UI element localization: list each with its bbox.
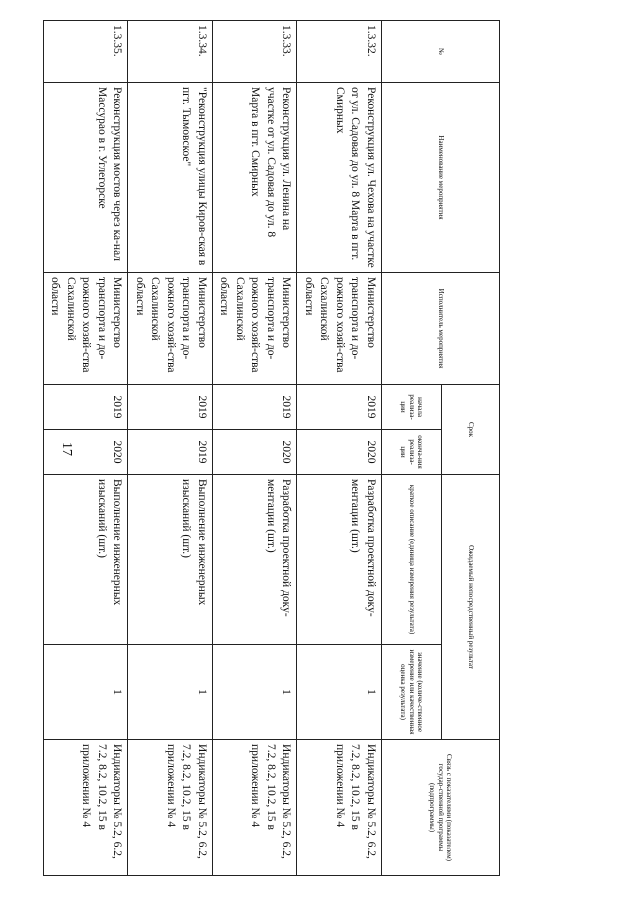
header-value: значение (количе-ственное измерение или качественная оценка результата)	[382, 645, 442, 740]
cell-link: Индикаторы № 5.2, 6.2, 7.2, 8.2, 10.2, 15 в приложении № 4	[43, 740, 128, 876]
cell-num: 1.3.33.	[212, 21, 297, 83]
header-row-1	[442, 21, 500, 876]
page-number: 17	[59, 442, 74, 456]
cell-name: Реконструкция ул. Ленина на участке от ул. Садовая до ул. 8 Марта в пгт. Смирных	[212, 83, 297, 273]
header-link: Связь с показателями (показателем) государ-ственной программы (подпрограммы)	[382, 740, 500, 876]
cell-start: 2019	[128, 385, 213, 430]
cell-start: 2019	[43, 385, 128, 430]
cell-value: 1	[43, 645, 128, 740]
cell-brief: Разработка проектной доку-ментации (шт.)	[297, 475, 382, 645]
cell-executor: Министерство транспорта и до-рожного хозяй-ства Сахалинской области	[212, 273, 297, 385]
header-name: Наименование мероприятия	[382, 83, 500, 273]
measures-table	[43, 20, 500, 876]
cell-executor: Министерство транспорта и до-рожного хозяй-ства Сахалинской области	[297, 273, 382, 385]
table-row	[212, 21, 297, 876]
cell-link: Индикаторы № 5.2, 6.2, 7.2, 8.2, 10.2, 15 в приложении № 4	[212, 740, 297, 876]
cell-name: Реконструкция ул. Чехова на участке от ул. Садовая до ул. 8 Марта в пгт. Смирных	[297, 83, 382, 273]
cell-brief: Выполнение инженерных изысканий (шт.)	[128, 475, 213, 645]
cell-start: 2019	[297, 385, 382, 430]
header-term-end: оконча-ния реализа-ции	[382, 430, 442, 475]
table-row	[43, 21, 128, 876]
cell-brief: Разработка проектной доку-ментации (шт.)	[212, 475, 297, 645]
header-num: №	[382, 21, 500, 83]
table-row	[128, 21, 213, 876]
cell-end: 2020	[297, 430, 382, 475]
cell-num: 1.3.34.	[128, 21, 213, 83]
header-brief: краткое описание (единица измерения результата)	[382, 475, 442, 645]
header-term-start: начала реализа-ции	[382, 385, 442, 430]
cell-executor: Министерство транспорта и до-рожного хозяй-ства Сахалинской области	[43, 273, 128, 385]
cell-num: 1.3.32.	[297, 21, 382, 83]
cell-value: 1	[128, 645, 213, 740]
header-executor: Исполнитель мероприятия	[382, 273, 500, 385]
header-expected: Ожидаемый непосредственный результат	[442, 475, 500, 740]
cell-link: Индикаторы № 5.2, 6.2, 7.2, 8.2, 10.2, 15 в приложении № 4	[128, 740, 213, 876]
cell-start: 2019	[212, 385, 297, 430]
cell-end: 2019	[128, 430, 213, 475]
cell-name: Реконструкция мостов через ка-нал Массурао в г. Углегорске	[43, 83, 128, 273]
cell-end: 2020	[212, 430, 297, 475]
cell-end: 2020	[43, 430, 128, 475]
cell-executor: Министерство транспорта и до-рожного хозяй-ства Сахалинской области	[128, 273, 213, 385]
cell-num: 1.3.35.	[43, 21, 128, 83]
table-row	[297, 21, 382, 876]
cell-value: 1	[212, 645, 297, 740]
cell-link: Индикаторы № 5.2, 6.2, 7.2, 8.2, 10.2, 15 в приложении № 4	[297, 740, 382, 876]
header-term: Срок	[442, 385, 500, 475]
cell-value: 1	[297, 645, 382, 740]
cell-name: "Реконструкция улицы Киров-ская в пгт. Тымовское"	[128, 83, 213, 273]
cell-brief: Выполнение инженерных изысканий (шт.)	[43, 475, 128, 645]
